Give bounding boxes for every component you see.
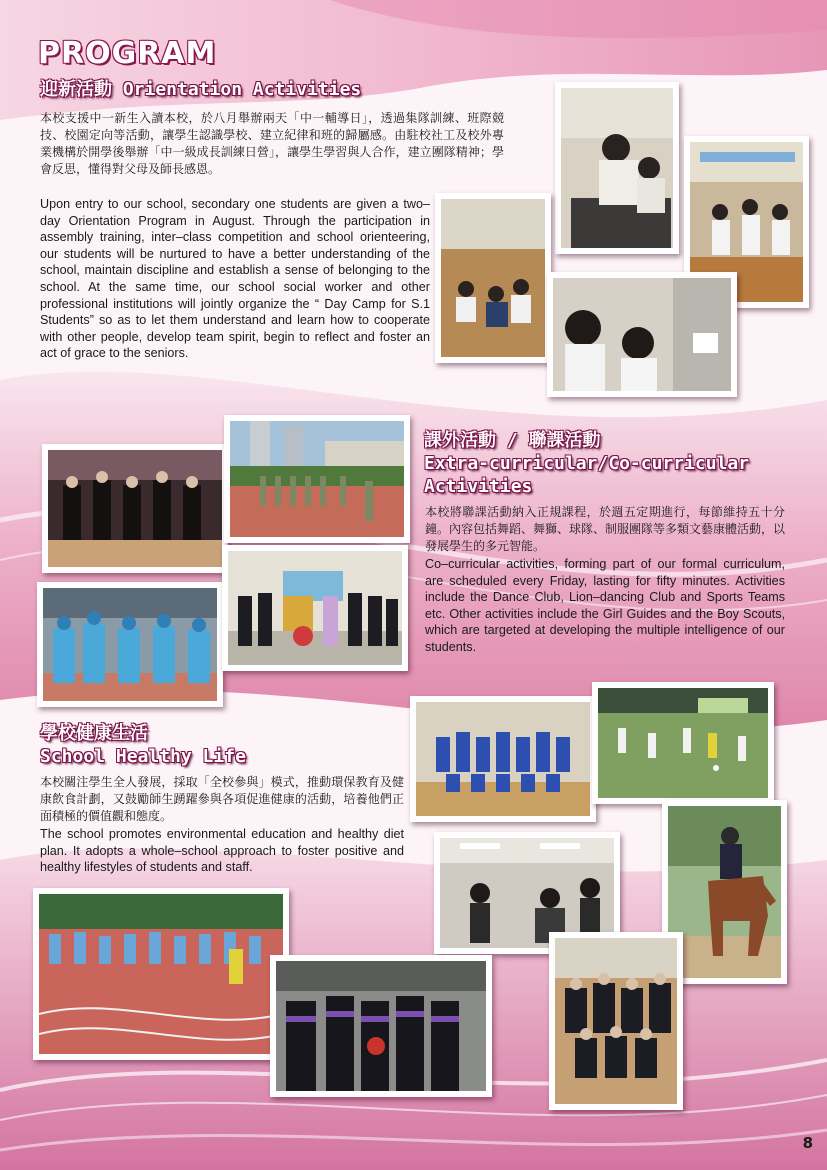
page-title: PROGRAM — [38, 36, 217, 71]
healthy-heading-cn: 學校健康生活 — [40, 723, 148, 744]
photo-orientation-desk-work — [555, 82, 679, 254]
eca-heading-en-line1: Extra-curricular/Co-curricular — [424, 453, 750, 474]
photo-orientation-group-discussion — [435, 193, 551, 363]
eca-heading-cn: 課外活動 / 聯課活動 — [424, 430, 601, 451]
healthy-text-cn: 本校關注學生全人發展，採取「全校參與」模式，推動環保教育及健康飲食計劃，又鼓勵師生踴躍參與各項促進健康的活動，培養他們正面積極的價值觀和態度。 — [40, 775, 404, 823]
photo-healthy-football — [592, 682, 774, 804]
orientation-heading: 迎新活動 Orientation Activities — [40, 79, 362, 100]
photo-eca-girl-guides — [37, 582, 223, 707]
eca-text-cn: 本校將聯課活動納入正規課程，於週五定期進行，每節維持五十分鐘。內容包括舞蹈、舞獅、球隊、制服團隊等多類文藝康體活動，以發展學生的多元智能。 — [425, 505, 786, 553]
eca-text-en: Co–curricular activities, forming part of our formal curriculum, are scheduled every Friday, lasting for fifty minutes. Activities include the Dance Club, Lion–dancing Club and Sports Teams etc. Other activities include the Girl Guides and the Boy Scouts, which are targeted at developing the multiple intelligence of our students. — [425, 557, 785, 654]
photo-eca-dance-club — [42, 444, 228, 573]
eca-heading-en-line2: Activities — [424, 476, 533, 497]
photo-orientation-students-reading — [547, 272, 737, 397]
healthy-text-en: The school promotes environmental education and healthy diet plan. It adopts a whole–school approach to foster positive and healthy lifestyles of students and staff. — [40, 827, 404, 875]
photo-healthy-sports-team — [410, 696, 596, 822]
healthy-heading-en: School Healthy Life — [40, 746, 246, 767]
photo-healthy-running-race — [33, 888, 289, 1060]
photo-eca-lion-dance-guests — [222, 545, 408, 671]
orientation-text-en: Upon entry to our school, secondary one students are given a two–day Orientation Program in August. Through the participation in assembly training, inter–class competition and school orienteering, our students will be nurtured to have a better understanding of the school, maintain discipline and establish a sense of belonging to the school. At the same time, our school social worker and other professional institutions will jointly organize the “ Day Camp for S.1 Students” so as to let them understand and learn how to cooperate with other people, develop team spirit, begin to reflect and foster an act of grace to the seniors. — [40, 197, 430, 361]
photo-eca-parade — [224, 415, 410, 543]
page-number: 8 — [802, 1134, 813, 1152]
photo-healthy-group-gym — [549, 932, 683, 1110]
photo-healthy-students-sportswear — [270, 955, 492, 1097]
orientation-text-cn: 本校支援中一新生入讀本校，於八月舉辦兩天「中一輔導日」，透過集隊訓練、班際競技、校園定向等活動，讓學生認識學校、建立紀律和班的歸屬感。由駐校社工及校外專業機構於開學後舉辦「中一級成長訓練日營」，讓學生學習與人合作，建立團隊精神；學會反思，懂得對父母及師長感恩。 — [40, 111, 504, 176]
